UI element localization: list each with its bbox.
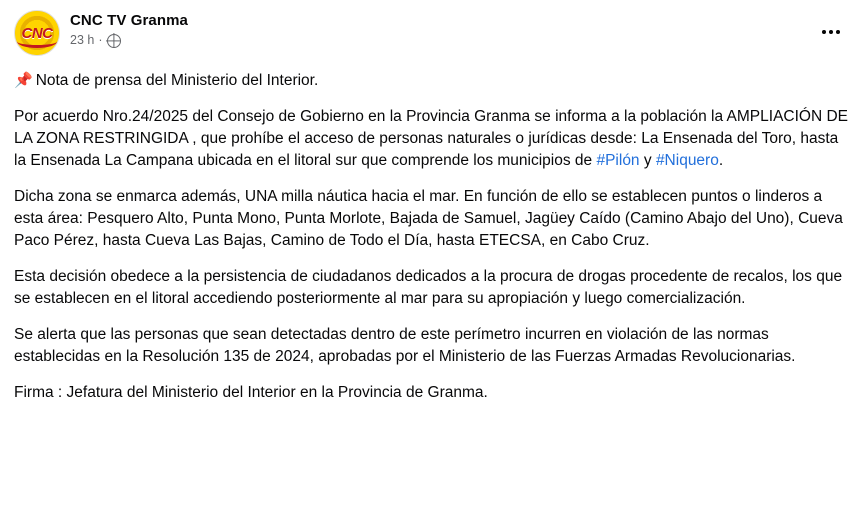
post-paragraph-2: Dicha zona se enmarca además, UNA milla náutica hacia el mar. En función de ello se establecen puntos o linderos a esta área: Pesquero Alto, Punta Mono, Punta Morlote, Bajada de Samuel, Jagüey Caído (Camino Abajo del Uno), Cueva Paco Pérez, hasta Cueva Las Bajas, Camino de Todo el Día, hasta ETECSA, en Cabo Cruz. (14, 188, 843, 249)
post-content (14, 70, 849, 404)
ellipsis-dot (829, 30, 833, 34)
page-name[interactable]: CNC TV Granma (70, 12, 188, 29)
post-paragraph-5: Firma : Jefatura del Ministerio del Interior en la Provincia de Granma. (14, 384, 488, 401)
more-options-button[interactable] (815, 16, 847, 48)
post-timestamp[interactable]: 23 h (70, 33, 95, 47)
post-header-text (70, 10, 188, 48)
post-paragraph-4: Se alerta que las personas que sean detectadas dentro de este perímetro incurren en violación de las normas establecidas en la Resolución 135 de 2024, aprobadas por el Ministerio de las Fuerzas Armadas Revolucionarias. (14, 326, 796, 365)
paragraph-1-part-c: . (718, 152, 724, 169)
post-paragraph-3: Esta decisión obedece a la persistencia de ciudadanos dedicados a la procura de drogas procedente de recalos, los que se establecen en el litoral accediendo posteriormente al mar para su apropiación y luego comercialización. (14, 268, 843, 307)
pushpin-icon: 📌 (14, 72, 33, 89)
post-headline-text: Nota de prensa del Ministerio del Interior. (35, 72, 319, 89)
post-headline (14, 70, 849, 92)
post-header (14, 10, 849, 60)
meta-separator: · (98, 33, 103, 47)
hashtag-pilon[interactable]: #Pilón (596, 152, 640, 169)
hashtag-niquero[interactable]: #Niquero (655, 152, 719, 169)
avatar[interactable] (14, 10, 60, 56)
paragraph-1-part-a: Por acuerdo Nro.24/2025 del Consejo de Gobierno en la Provincia Granma se informa a la población la AMPLIACIÓN DE LA ZONA RESTRINGIDA , que prohíbe el acceso de personas naturales o jurídicas desde: La Ensenada del Toro, hasta la Ensenada La Campana ubicada en el litoral sur que comprende los municipios de (14, 108, 849, 169)
paragraph-1-part-b: y (639, 152, 656, 169)
globe-icon (107, 34, 121, 48)
ellipsis-dot (822, 30, 826, 34)
post-meta (70, 33, 188, 48)
post-paragraph-1 (14, 106, 849, 172)
ellipsis-dot (836, 30, 840, 34)
avatar-label: CNC (21, 24, 53, 42)
